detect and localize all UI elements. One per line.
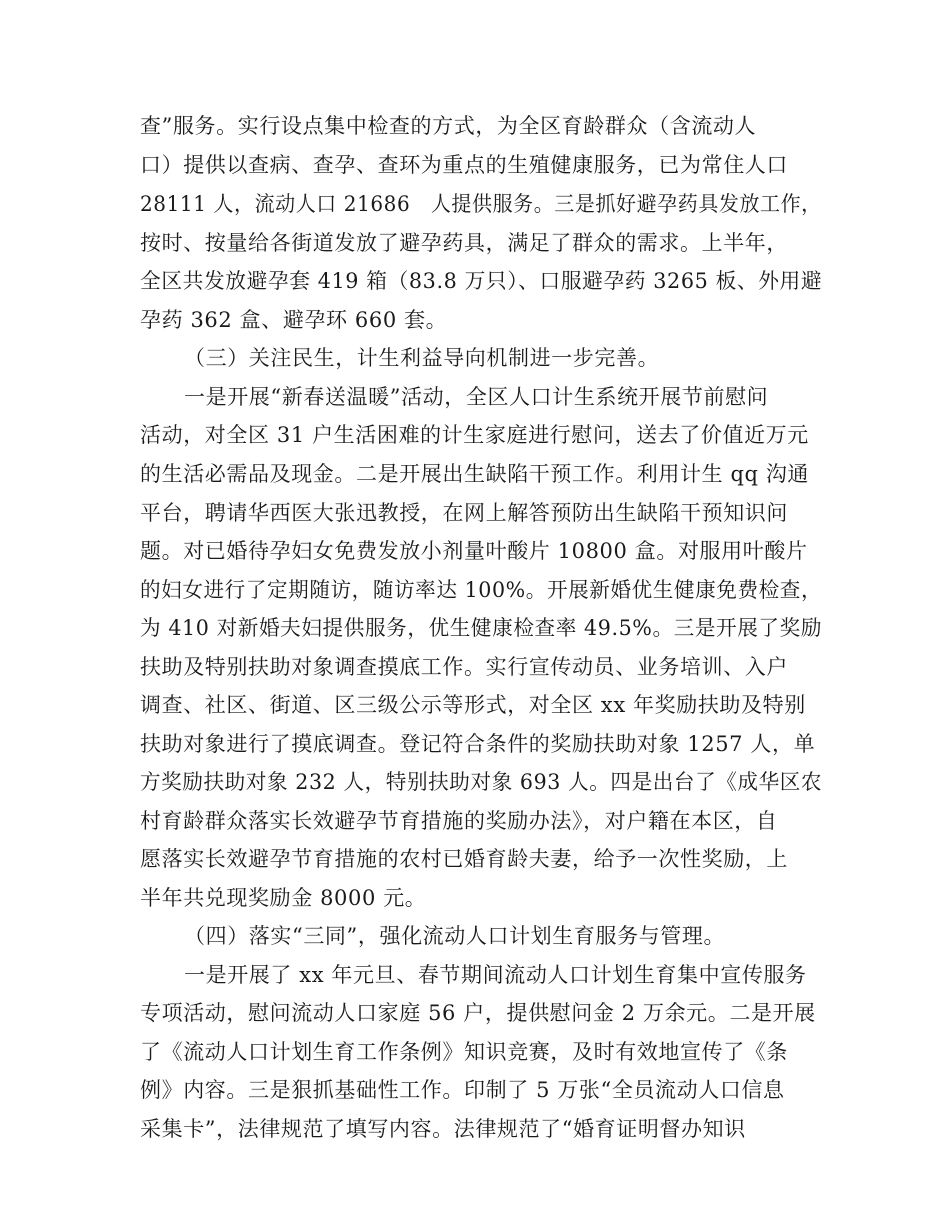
- text-line: 方奖励扶助对象 232 人，特别扶助对象 693 人。四是出台了《成华区农: [140, 770, 823, 794]
- text-line: 调查、社区、街道、区三级公示等形式，对全区 xx 年奖励扶助及特别: [140, 693, 806, 717]
- text-line: 为 410 对新婚夫妇提供服务，优生健康检查率 49.5%。三是开展了奖励: [140, 616, 823, 640]
- text-line: 题。对已婚待孕妇女免费发放小剂量叶酸片 10800 盒。对服用叶酸片: [140, 539, 808, 563]
- text-line: 的妇女进行了定期随访，随访率达 100%。开展新婚优生健康免费检查，: [140, 578, 823, 602]
- text-line: 扶助对象进行了摸底调查。登记符合条件的奖励扶助对象 1257 人，单: [140, 732, 816, 756]
- text-line: 半年共兑现奖励金 8000 元。: [140, 886, 427, 910]
- text-line: 的生活必需品及现金。二是开展出生缺陷干预工作。利用计生 qq 沟通: [140, 462, 810, 486]
- text-line: 村育龄群众落实长效避孕节育措施的奖励办法》，对户籍在本区，自: [140, 809, 778, 833]
- text-line: 愿落实长效避孕节育措施的农村已婚育龄夫妻，给予一次性奖励，上: [140, 847, 788, 871]
- text-line: 孕药 362 盒、避孕环 660 套。: [140, 308, 448, 332]
- text-line: 采集卡”，法律规范了填写内容。法律规范了“婚育证明督办知识: [140, 1117, 746, 1141]
- text-line: 例》内容。三是狠抓基础性工作。印制了 5 万张“全员流动人口信息: [140, 1078, 785, 1102]
- text-line: 活动，对全区 31 户生活困难的计生家庭进行慰问，送去了价值近万元: [140, 423, 809, 447]
- text-line: 平台，聘请华西医大张迅教授，在网上解答预防出生缺陷干预知识问: [140, 501, 788, 525]
- section-heading: （三）关注民生，计生利益导向机制进一步完善。: [184, 346, 660, 370]
- section-heading: （四）落实“三同”，强化流动人口计划生育服务与管理。: [184, 924, 726, 948]
- text-line: 专项活动，慰问流动人口家庭 56 户，提供慰问金 2 万余元。二是开展: [140, 1001, 816, 1025]
- text-line: 全区共发放避孕套 419 箱（83.8 万只）、口服避孕药 3265 板、外用避: [140, 269, 823, 293]
- text-line: 28111 人，流动人口 21686 人提供服务。三是抓好避孕药具发放工作，: [140, 192, 822, 216]
- text-line: 一是开展了 xx 年元旦、春节期间流动人口计划生育集中宣传服务: [184, 963, 807, 987]
- text-line: 口）提供以查病、查孕、查环为重点的生殖健康服务，已为常住人口: [140, 153, 788, 177]
- text-line: 一是开展“新春送温暖”活动，全区人口计生系统开展节前慰问: [184, 385, 769, 409]
- text-line: 了《流动人口计划生育工作条例》知识竞赛，及时有效地宣传了《条: [140, 1040, 788, 1064]
- text-line: 扶助及特别扶助对象调查摸底工作。实行宣传动员、业务培训、入户: [140, 655, 788, 679]
- text-line: 查”服务。实行设点集中检查的方式，为全区育龄群众（含流动人: [140, 114, 757, 138]
- text-line: 按时、按量给各街道发放了避孕药具，满足了群众的需求。上半年，: [140, 231, 788, 255]
